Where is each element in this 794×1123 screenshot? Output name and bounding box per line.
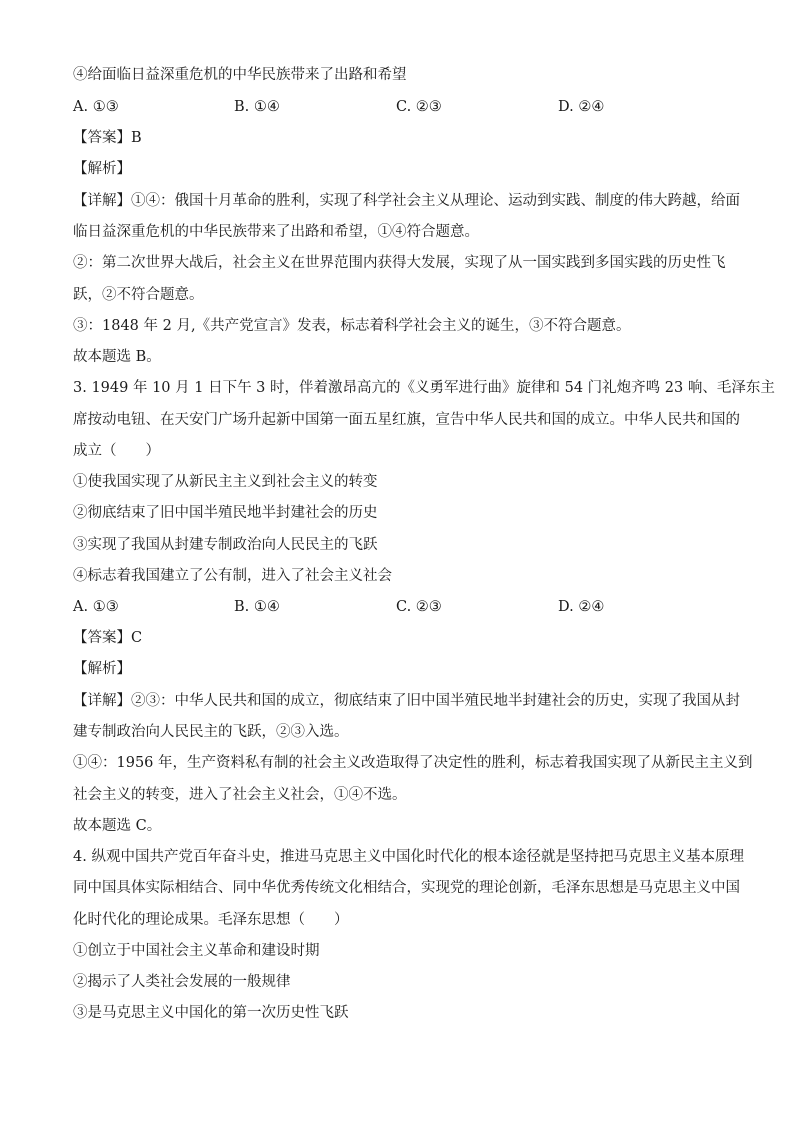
q4-stem-line: 化时代化的理论成果。毛泽东思想（ ） (73, 912, 349, 928)
q2-option-b: B. ①④ (234, 99, 280, 115)
q2-conclusion: 故本题选 B。 (73, 349, 161, 365)
q4-choice-3: ③是马克思主义中国化的第一次历史性飞跃 (73, 1005, 349, 1021)
q3-explanation-line: ①④：1956 年，生产资料私有制的社会主义改造取得了决定性的胜利，标志着我国实现了从新民主主义到 (73, 755, 753, 771)
q3-choice-2: ②彻底结束了旧中国半殖民地半封建社会的历史 (73, 505, 378, 521)
q3-option-c: C. ②③ (396, 599, 442, 615)
q2-explanation-line: ②：第二次世界大战后，社会主义在世界范围内获得大发展，实现了从一国实践到多国实践的历史性飞 (73, 255, 726, 271)
q3-stem-line: 成立（ ） (73, 443, 160, 459)
q3-answer: 【答案】C (73, 630, 143, 646)
q3-choice-4: ④标志着我国建立了公有制，进入了社会主义社会 (73, 568, 392, 584)
q2-option-c: C. ②③ (396, 99, 442, 115)
q4-choice-1: ①创立于中国社会主义革命和建设时期 (73, 943, 320, 959)
q2-option-a: A. ①③ (73, 99, 119, 115)
q4-stem-line: 同中国具体实际相结合、同中华优秀传统文化相结合，实现党的理论创新，毛泽东思想是马克思主义中国 (73, 880, 740, 896)
q3-option-a: A. ①③ (73, 599, 119, 615)
q3-stem-line: 席按动电钮、在天安门广场升起新中国第一面五星红旗，宣告中华人民共和国的成立。中华人民共和国的 (73, 412, 740, 428)
q2-explanation-line: 【详解】①④：俄国十月革命的胜利，实现了科学社会主义从理论、运动到实践、制度的伟大跨越，给面 (73, 193, 740, 209)
q3-conclusion: 故本题选 C。 (73, 818, 162, 834)
q2-analysis-heading: 【解析】 (73, 161, 131, 177)
q2-explanation-line: 跃，②不符合题意。 (73, 287, 204, 303)
q3-option-d: D. ②④ (558, 599, 605, 615)
q3-explanation-line: 【详解】②③：中华人民共和国的成立，彻底结束了旧中国半殖民地半封建社会的历史，实现了我国从封 (73, 693, 740, 709)
q3-analysis-heading: 【解析】 (73, 661, 131, 677)
q2-choice-4: ④给面临日益深重危机的中华民族带来了出路和希望 (73, 67, 407, 83)
q2-answer: 【答案】B (73, 130, 142, 146)
q2-explanation-line: ③：1848 年 2 月,《共产党宣言》发表，标志着科学社会主义的诞生，③不符合题意。 (73, 318, 631, 334)
q2-explanation-line: 临日益深重危机的中华民族带来了出路和希望，①④符合题意。 (73, 224, 479, 240)
q3-explanation-line: 建专制政治向人民民主的飞跃，②③入选。 (73, 724, 349, 740)
q4-choice-2: ②揭示了人类社会发展的一般规律 (73, 974, 291, 990)
q3-choice-1: ①使我国实现了从新民主主义到社会主义的转变 (73, 474, 378, 490)
q3-choice-3: ③实现了我国从封建专制政治向人民民主的飞跃 (73, 537, 378, 553)
q3-options (73, 597, 723, 617)
q4-stem-line: 4. 纵观中国共产党百年奋斗史，推进马克思主义中国化时代化的根本途径就是坚持把马克思主义基本原理 (73, 849, 744, 865)
q3-explanation-line: 社会主义的转变，进入了社会主义社会，①④不选。 (73, 787, 407, 803)
q2-option-d: D. ②④ (558, 99, 605, 115)
q3-stem-line: 3. 1949 年 10 月 1 日下午 3 时，伴着激昂高亢的《义勇军进行曲》旋律和 54 门礼炮齐鸣 23 响、毛泽东主 (73, 380, 775, 396)
q3-option-b: B. ①④ (234, 599, 280, 615)
q2-options (73, 97, 723, 117)
